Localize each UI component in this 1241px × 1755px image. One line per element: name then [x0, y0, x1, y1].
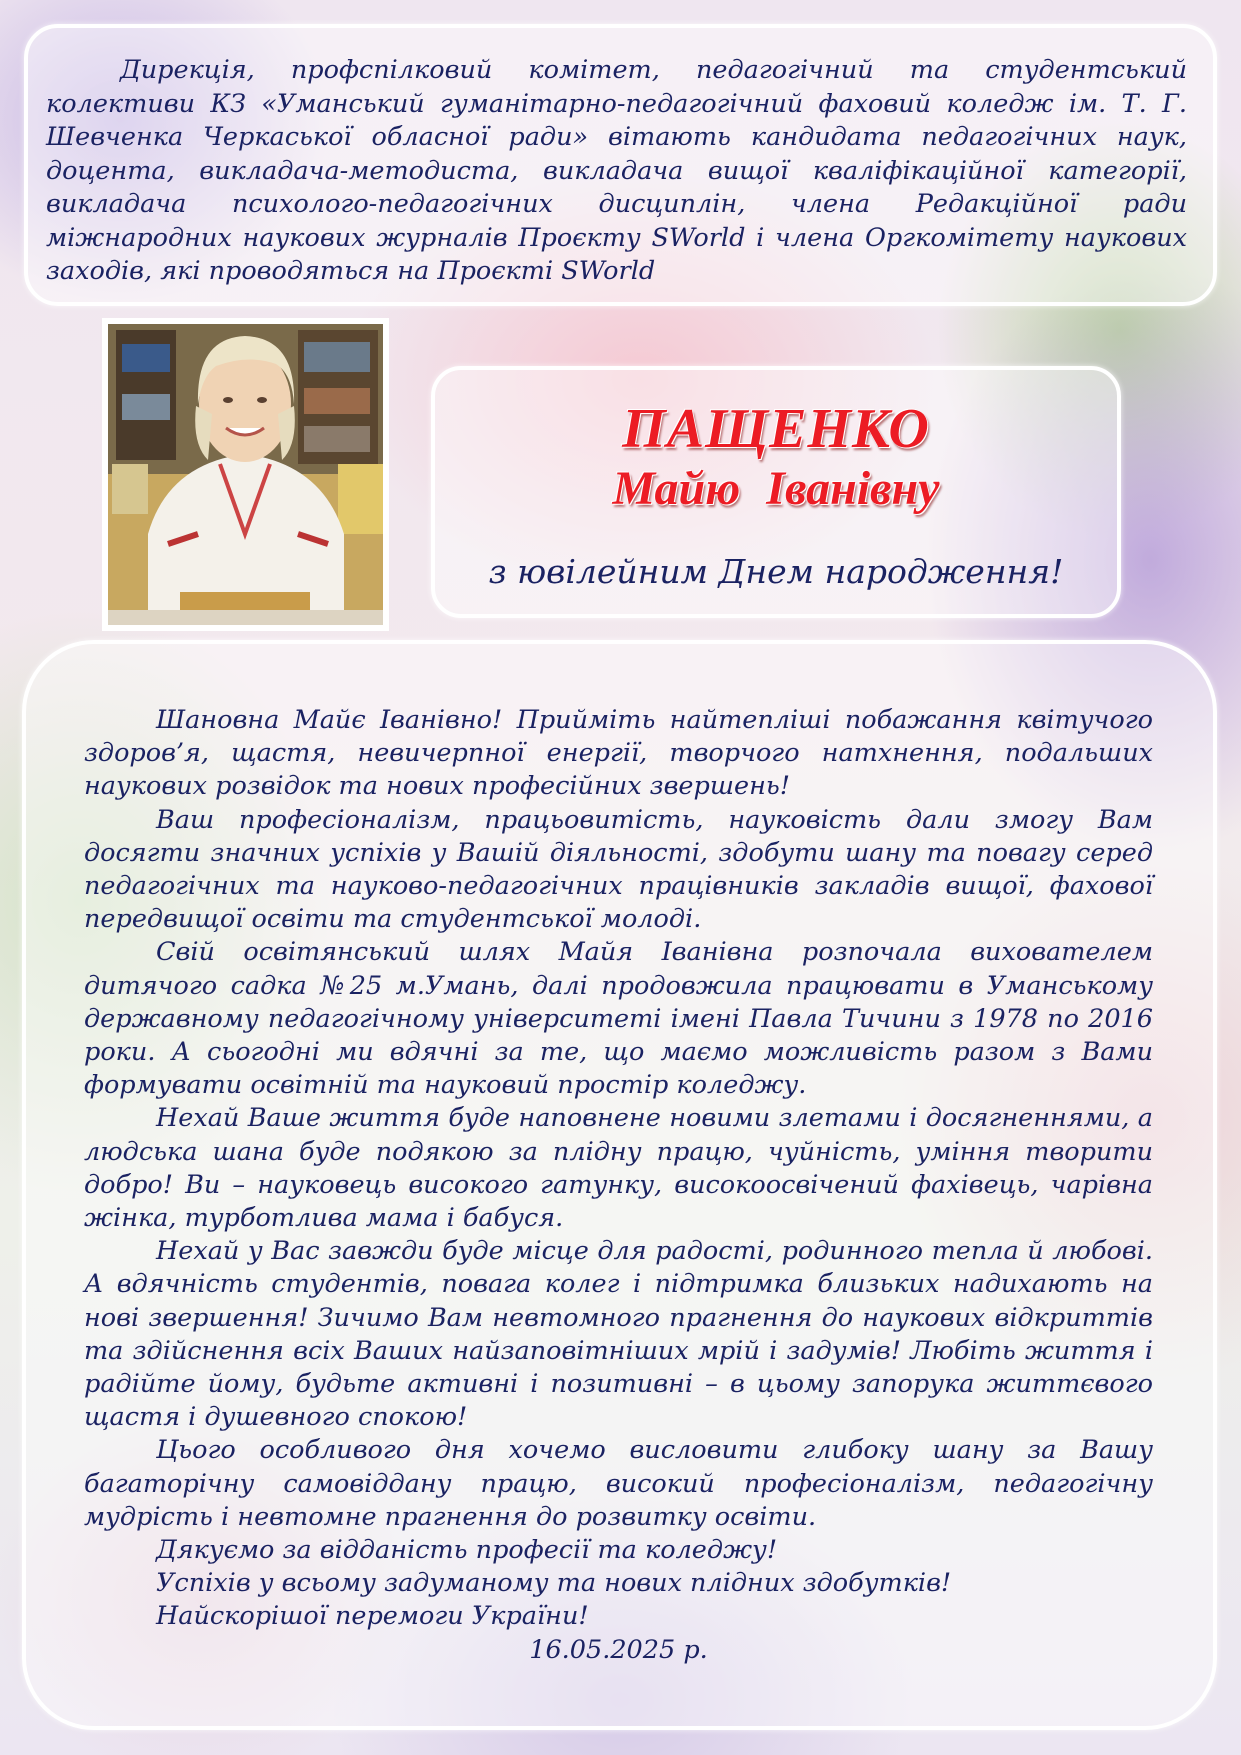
- greeting-paragraph: Нехай Ваше життя буде наповнене новими злетами і досягненнями, а людська шана буде подякою за плідну працю, чуйність, уміння творити добро! Ви – науковець високого гатунку, високоосвічений фахівець, чарівна жінка, турботлива мама і бабуся.: [84, 1103, 1153, 1234]
- honoree-given-names: Майю Іванівну: [612, 462, 940, 515]
- occasion-text: з ювілейним Днем народження!: [488, 552, 1064, 591]
- greeting-paragraph: Свій освітянський шлях Майя Іванівна розпочала вихователем дитячого садка №25 м.Умань, далі продовжила працювати в Уманському державному педагогічному університеті імені Павла Тичини з 1978 по 2016 роки. А сьогодні ми вдячні за те, що маємо можливість разом з Вами формувати освітній та науковий простір коледжу.: [84, 937, 1153, 1101]
- honoree-panel: [431, 366, 1121, 618]
- honoree-surname: ПАЩЕНКО: [622, 398, 930, 460]
- greeting-date: 16.05.2025 р.: [529, 1634, 708, 1665]
- wish-line: Успіхів у всьому задуманому та нових плідних здобутків!: [156, 1568, 952, 1599]
- header-text: Дирекція, профспілковий комітет, педагогічний та студентський колективи КЗ «Уманський гуманітарно-педагогічний фаховий коледж ім. Т. Г. Шевченка Черкаської обласної ради» вітають кандидата педагогічних наук, доцента, викладача-методиста, викладача вищої кваліфікаційної категорії, викладача психолого-педагогічних дисциплін, члена Редакційної ради міжнародних наукових журналів Проєкту SWorld і члена Оргкомітету наукових заходів, які проводяться на Проєкті SWorld: [46, 55, 1187, 286]
- greeting-paragraph: Нехай у Вас завжди буде місце для радості, родинного тепла й любові. А вдячність студентів, повага колег і підтримка близьких надихають на нові звершення! Зичимо Вам невтомного прагнення до наукових відкриттів та здійснення всіх Ваших найзаповітніших мрій і задумів! Любіть життя і радійте йому, будьте активні і позитивні – в цьому запорука життєвого щастя і душевного спокою!: [84, 1236, 1153, 1433]
- honoree-photo: [102, 318, 389, 631]
- wish-line: Найскорішої перемоги України!: [156, 1601, 589, 1632]
- greeting-paragraph: Ваш професіоналізм, працьовитість, науковість дали змогу Вам досягти значних успіхів у Вашій діяльності, здобути шану та повагу серед педагогічних та науково-педагогічних працівників закладів вищої, фахової передвищої освіти та студентської молоді.: [84, 804, 1153, 935]
- wish-line: Дякуємо за відданість професії та коледжу!: [156, 1535, 778, 1566]
- header-panel: [24, 24, 1217, 306]
- greeting-paragraph: Шановна Майє Іванівно! Прийміть найтепліші побажання квітучого здоров’я, щастя, невичерпної енергії, творчого натхнення, подальших наукових розвідок та нових професійних звершень!: [84, 705, 1153, 802]
- greeting-paragraph: Цього особливого дня хочемо висловити глибоку шану за Вашу багаторічну самовіддану працю, високий професіоналізм, педагогічну мудрість і невтомне прагнення до розвитку освіти.: [84, 1435, 1153, 1532]
- greeting-panel: [22, 640, 1217, 1730]
- portrait-illustration: [108, 324, 383, 625]
